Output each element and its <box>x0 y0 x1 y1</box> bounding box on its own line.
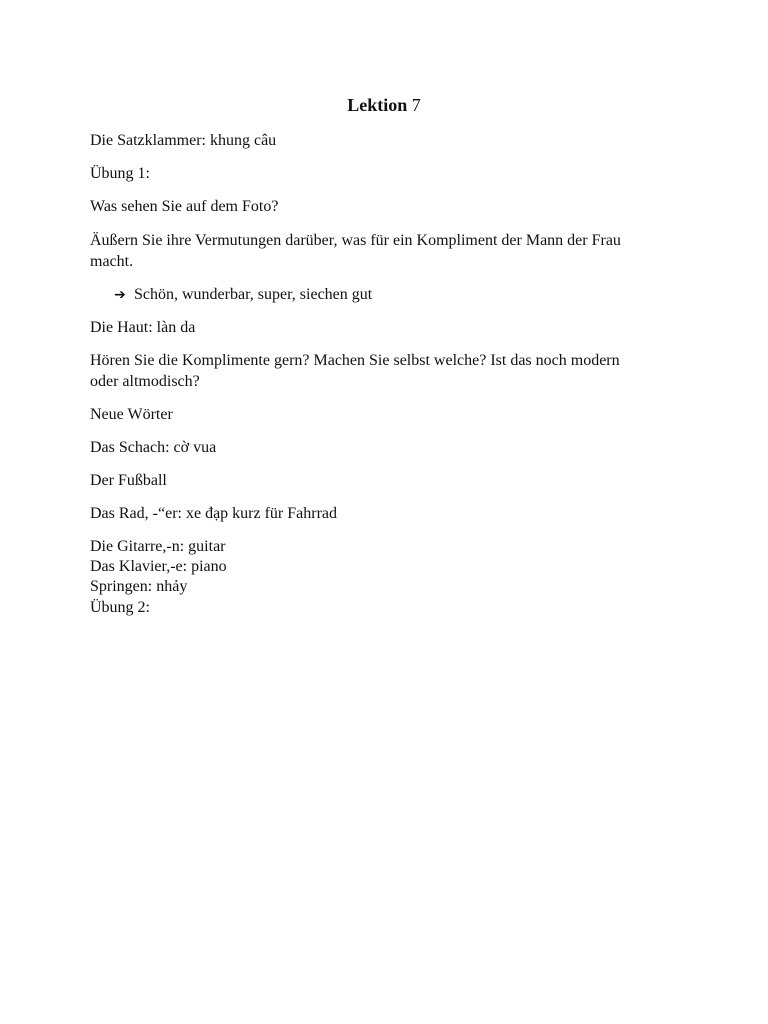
line-aeussern-1: Äußern Sie ihre Vermutungen darüber, was für ein Kompliment der Mann der Frau <box>90 232 621 249</box>
line-hoeren-1: Hören Sie die Komplimente gern? Machen Sie selbst welche? Ist das noch modern <box>90 352 620 369</box>
arrow-bullet-line <box>114 284 372 306</box>
title-number: 7 <box>411 95 421 115</box>
line-aeussern-2: macht. <box>90 253 134 270</box>
line-klavier: Das Klavier,-e: piano <box>90 558 227 575</box>
line-neue-woerter: Neue Wörter <box>90 406 173 423</box>
line-rad: Das Rad, -“er: xe đạp kurz für Fahrrad <box>90 505 338 522</box>
line-haut: Die Haut: làn da <box>90 319 196 336</box>
arrow-bullet-text: Schön, wunderbar, super, siechen gut <box>134 286 373 303</box>
page-title <box>0 93 768 117</box>
line-satzklammer: Die Satzklammer: khung câu <box>90 132 277 149</box>
line-gitarre: Die Gitarre,-n: guitar <box>90 538 226 555</box>
line-foto-question: Was sehen Sie auf dem Foto? <box>90 198 279 215</box>
line-schach: Das Schach: cờ vua <box>90 439 217 456</box>
title-word: Lektion <box>347 95 408 115</box>
line-fussball: Der Fußball <box>90 472 167 489</box>
line-springen: Springen: nhảy <box>90 578 188 595</box>
line-uebung-2: Übung 2: <box>90 599 150 616</box>
line-hoeren-2: oder altmodisch? <box>90 373 200 390</box>
line-uebung-1: Übung 1: <box>90 165 150 182</box>
arrow-right-icon: ➔ <box>114 287 126 303</box>
